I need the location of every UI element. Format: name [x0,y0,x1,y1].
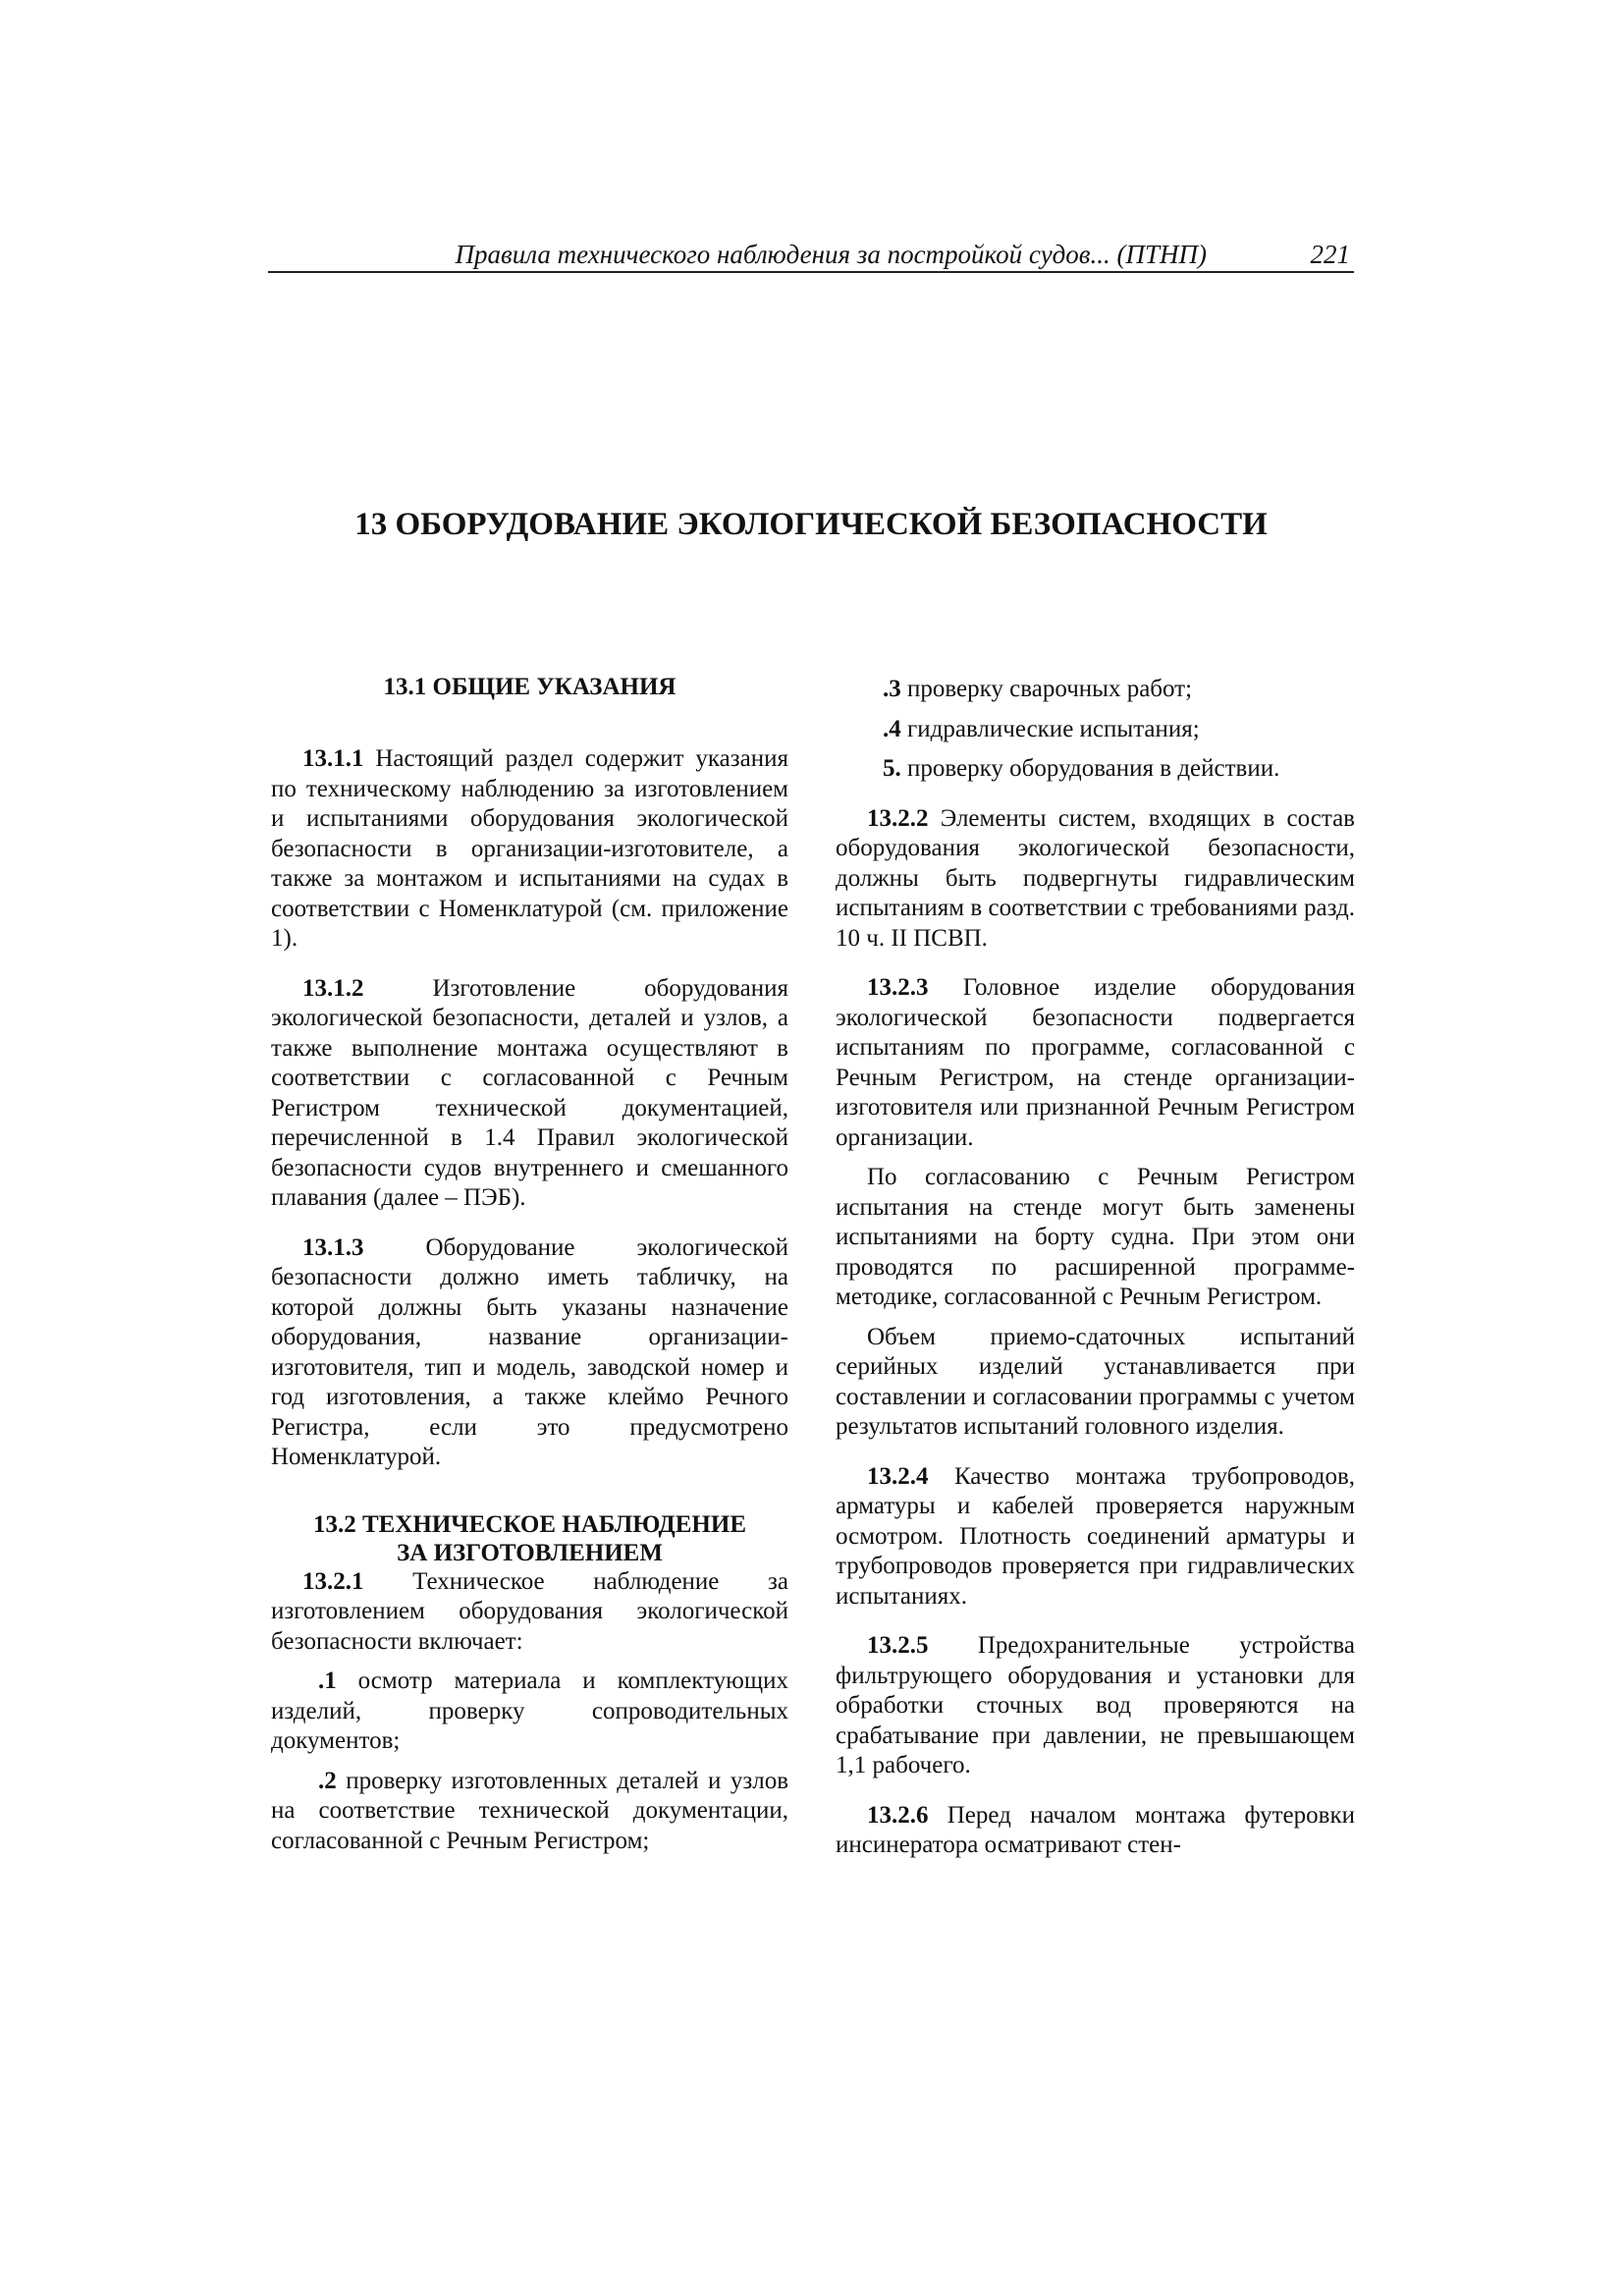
paragraph-number: 13.2.1 [302,1567,364,1595]
paragraph-13-2-6 [836,1801,1355,1861]
paragraph-number: 13.2.4 [867,1462,929,1490]
list-item-text: проверку сварочных работ; [900,676,1193,702]
list-item-5 [836,754,1355,785]
section-13-1-heading: 13.1 ОБЩИЕ УКАЗАНИЯ [383,674,676,700]
paragraph-number: 13.1.2 [302,974,364,1002]
paragraph-13-1-3 [271,1233,788,1473]
paragraph-13-2-2 [836,804,1355,955]
list-item-4 [836,715,1355,745]
paragraph-number: 13.2.2 [867,804,929,832]
page-number: 221 [1310,240,1350,269]
paragraph-13-2-3-continued-2: Объем приемо-сдаточных испытаний серийных изделий устанавливается при составлении и согласовании программы с учетом результатов испытаний головного изделия. [836,1323,1355,1440]
paragraph-13-2-3 [836,973,1355,1153]
paragraph-text: Техническое наблюдение за изготовлением оборудования экологической безопасности включает: [271,1567,788,1655]
list-item-number: .1 [318,1667,337,1694]
paragraph-number: 13.2.6 [867,1801,929,1829]
page-header [268,240,1354,273]
paragraph-number: 13.1.3 [302,1233,364,1261]
list-item-number: 5. [883,755,901,782]
paragraph-number: 13.2.3 [867,974,929,1001]
list-item-text: осмотр материала и комплектующих изделий, проверку сопроводительных документов; [271,1667,788,1754]
paragraph-text: Качество монтажа трубопроводов, арматуры и кабелей проверяется наружным осмотром. Плотность соединений арматуры и трубопроводов проверяется при гидравлических испытаниях. [836,1462,1355,1610]
paragraph-13-1-1 [271,744,788,955]
section-13-2-heading [271,1510,788,1567]
paragraph-text: Оборудование экологической безопасности должно иметь табличку, на которой должны быть указаны назначение оборудования, название организации-изготовителя, тип и модель, заводской номер и год изготовления, а также клеймо Речного Регистра, если это предусмотрено Номенклатурой. [271,1233,788,1470]
paragraph-text: Предохранительные устройства фильтрующего оборудования и установки для обработки сточных вод проверяются на срабатывание при давлении, не превышающем 1,1 рабочего. [836,1632,1355,1778]
paragraph-13-2-5 [836,1631,1355,1781]
paragraph-13-2-4 [836,1462,1355,1613]
section-13-2-heading-line2: ЗА ИЗГОТОВЛЕНИЕМ [397,1539,663,1566]
list-item-number: .3 [883,676,901,702]
section-13-2-heading-line1: 13.2 ТЕХНИЧЕСКОЕ НАБЛЮДЕНИЕ [313,1510,746,1538]
chapter-title: 13 ОБОРУДОВАНИЕ ЭКОЛОГИЧЕСКОЙ БЕЗОПАСНОСТИ [354,507,1268,542]
list-item-3 [836,675,1355,705]
running-title: Правила технического наблюдения за постройкой судов... (ПТНП) [455,240,1207,269]
list-item-number: .4 [883,715,901,742]
paragraph-text: Головное изделие оборудования экологической безопасности подвергается испытаниям по программе, согласованной с Речным Регистром, на стенде организации-изготовителя или признанной Речным Регистром организации. [836,974,1355,1151]
paragraph-text: Перед началом монтажа футеровки инсинератора осматривают стен- [836,1801,1355,1858]
paragraph-text: Элементы систем, входящих в состав оборудования экологической безопасности, должны быть подвергнуты гидравлическим испытаниям в соответствии с требованиями разд. 10 ч. II ПСВП. [836,804,1355,952]
list-item-text: проверку оборудования в действии. [900,755,1280,782]
paragraph-13-2-1 [271,1567,788,1658]
list-item-2 [271,1767,788,1857]
paragraph-13-2-3-continued-1: По согласованию с Речным Регистром испытания на стенде могут быть заменены испытаниями на борту судна. При этом они проводятся по расширенной программе-методике, согласованной с Речным Регистром. [836,1164,1355,1310]
paragraph-13-1-2 [271,974,788,1214]
paragraph-number: 13.1.1 [302,745,364,772]
paragraph-text: Изготовление оборудования экологической безопасности, деталей и узлов, а также выполнение монтажа осуществляют в соответствии с согласованной с Речным Регистром технической документацией, перечисленной в 1.4 Правил экологической безопасности судов внутреннего и смешанного плавания (далее – ПЭБ). [271,974,788,1211]
list-item-number: .2 [318,1767,337,1794]
paragraph-text: Настоящий раздел содержит указания по техническому наблюдению за изготовлением и испытаниями оборудования экологической безопасности в организации-изготовителе, а также за монтажом и испытаниями на судах в соответствии с Номенклатурой (см. приложение 1). [271,745,788,952]
list-item-text: проверку изготовленных деталей и узлов на соответствие технической документации, согласованной с Речным Регистром; [271,1767,788,1854]
right-column [836,675,1355,1861]
paragraph-number: 13.2.5 [867,1632,929,1659]
left-column [271,673,788,1856]
list-item-text: гидравлические испытания; [900,715,1200,742]
list-item-1 [271,1667,788,1757]
